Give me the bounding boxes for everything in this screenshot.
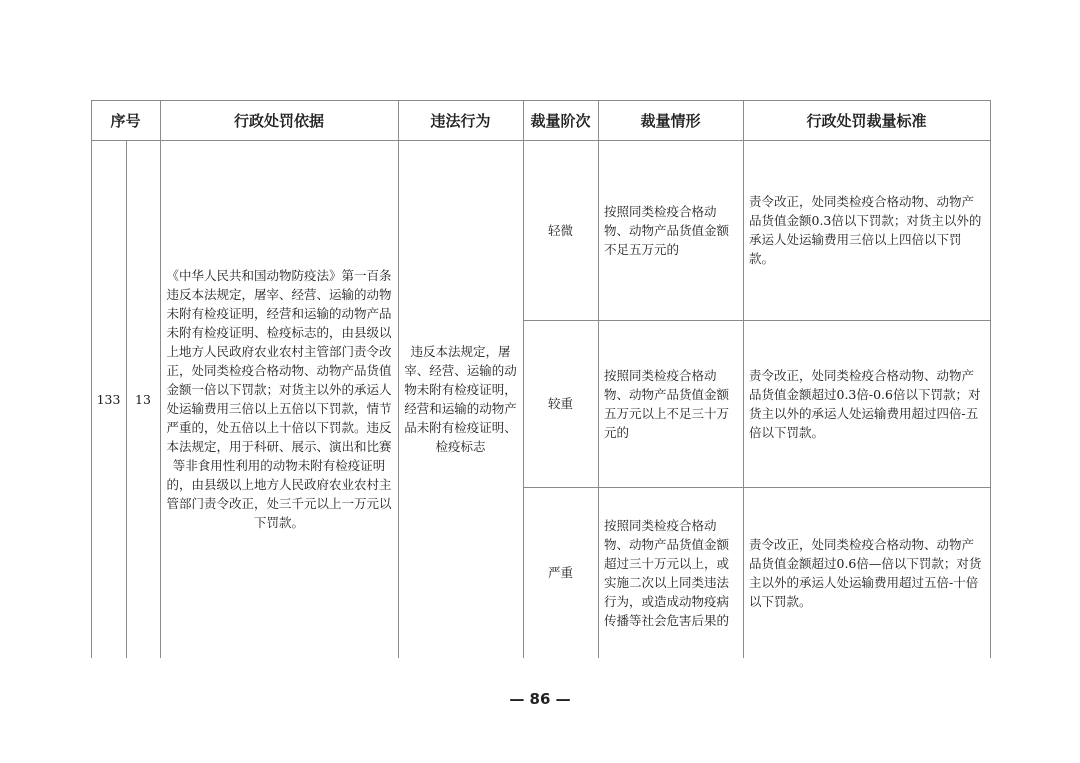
situation-cell-3 bbox=[598, 487, 743, 658]
header-seq: 序号 bbox=[110, 111, 141, 130]
standard-text-1: 责令改正，处同类检疫合格动物、动物产品货值金额0.3倍以下罚款；对货主以外的承运人处运输费用三倍以上四倍以下罚款。 bbox=[749, 194, 982, 266]
situation-text-2: 按照同类检疫合格动物、动物产品货值金额五万元以上不足三十万元的 bbox=[604, 367, 730, 440]
seq-sub-cell: 13 bbox=[135, 391, 151, 407]
level-cell-1: 轻微 bbox=[547, 222, 573, 238]
standard-cell-2 bbox=[743, 320, 990, 487]
standard-cell-1 bbox=[743, 140, 990, 320]
header-basis: 行政处罚依据 bbox=[233, 111, 324, 130]
standard-cell-3 bbox=[743, 487, 990, 658]
header-situation: 裁量情形 bbox=[640, 111, 701, 130]
standard-text-2: 责令改正，处同类检疫合格动物、动物产品货值金额超过0.3倍-0.6倍以下罚款；对货主以外的承运人处运输费用超过四倍-五倍以下罚款。 bbox=[749, 367, 981, 440]
header-level: 裁量阶次 bbox=[530, 111, 591, 130]
situation-text-3: 按照同类检疫合格动物、动物产品货值金额超过三十万元以上，或实施二次以上同类违法行为，或造成动物疫病传播等社会危害后果的 bbox=[604, 517, 730, 628]
basis-text: 《中华人民共和国动物防疫法》第一百条 违反本法规定，屠宰、经营、运输的动物未附有检疫证明，经营和运输的动物产品未附有检疫证明、检疫标志的，由县级以上地方人民政府农业农村主管部门责令改正，处同类检疫合格动物、动物产品货值金额一倍以下罚款；对货主以外的承运人处运输费用三倍以上五倍以下罚款，情节严重的，处五倍以上十倍以下罚款。违反本法规定，用于科研、展示、演出和比赛等非食用性利用的动物未附有检疫证明的，由县级以上地方人民政府农业农村主管部门责令改正，处三千元以上一万元以下罚款。 bbox=[166, 268, 392, 530]
violation-text: 违反本法规定，屠宰、经营、运输的动物未附有检疫证明，经营和运输的动物产品未附有检疫证明、检疫标志 bbox=[404, 344, 517, 454]
basis-cell bbox=[160, 140, 398, 658]
level-cell-3: 严重 bbox=[547, 565, 573, 580]
violation-cell bbox=[398, 140, 523, 658]
seq-total-cell: 133 bbox=[96, 391, 121, 407]
standard-text-3: 责令改正，处同类检疫合格动物、动物产品货值金额超过0.6倍—倍以下罚款；对货主以外的承运人处运输费用超过五倍-十倍以下罚款。 bbox=[749, 536, 982, 609]
situation-text-1: 按照同类检疫合格动物、动物产品货值金额不足五万元的 bbox=[604, 203, 730, 257]
level-cell-2: 较重 bbox=[547, 396, 573, 411]
situation-cell-1 bbox=[598, 140, 743, 320]
page-number: — 86 — bbox=[509, 690, 571, 708]
header-violation: 违法行为 bbox=[430, 111, 491, 130]
penalty-table bbox=[91, 100, 991, 658]
situation-cell-2 bbox=[598, 320, 743, 487]
header-standard: 行政处罚裁量标准 bbox=[806, 111, 927, 130]
